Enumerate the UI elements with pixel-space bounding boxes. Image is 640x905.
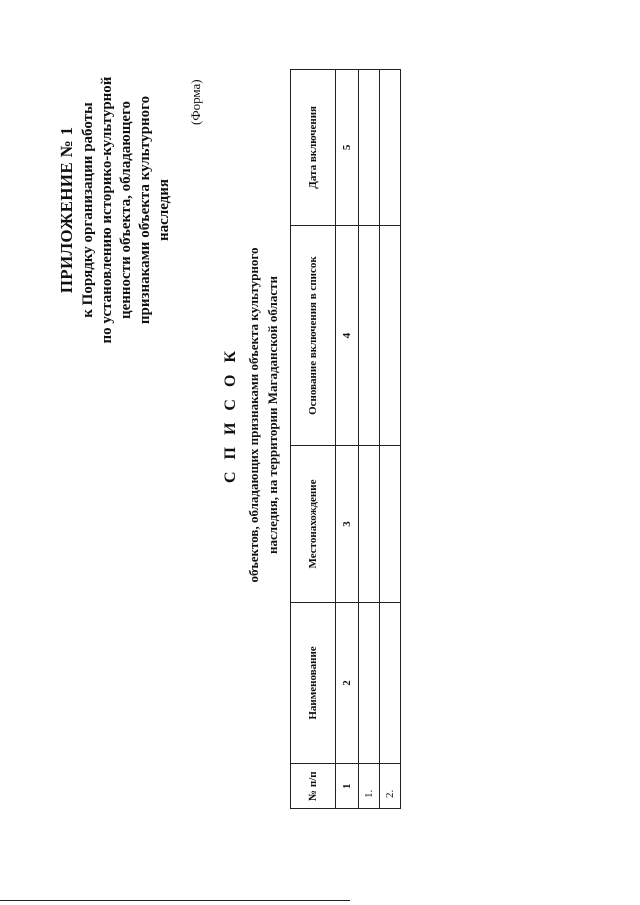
- table-cell: [359, 602, 380, 764]
- list-subtitle-line: наследия, на территории Магаданской области: [265, 276, 280, 554]
- table-cell: [380, 70, 401, 226]
- objects-table: [290, 69, 401, 809]
- table-cell: [359, 446, 380, 602]
- table-cell: [380, 225, 401, 446]
- appendix-line: по установлению историко-культурной: [99, 76, 115, 344]
- column-number: 5: [336, 70, 359, 226]
- table-cell: [359, 70, 380, 226]
- header-basis: Основание включения в список: [291, 225, 336, 446]
- row-number: 2.: [380, 764, 401, 809]
- column-number: 3: [336, 446, 359, 602]
- footer-rule: [0, 900, 350, 901]
- list-subtitle-line: объектов, обладающих признаками объекта культурного: [246, 247, 261, 583]
- column-number: 1: [336, 764, 359, 809]
- table-cell: [380, 602, 401, 764]
- header-location: Местонахождение: [291, 446, 336, 602]
- column-number: 2: [336, 602, 359, 764]
- appendix-line: к Порядку организации работы: [80, 102, 96, 318]
- table-header-row: [291, 70, 336, 809]
- table-cell: [359, 225, 380, 446]
- appendix-header: [55, 45, 174, 375]
- row-number: 1.: [359, 764, 380, 809]
- appendix-title: ПРИЛОЖЕНИЕ № 1: [57, 126, 76, 294]
- table-cell: [380, 446, 401, 602]
- column-number-row: [336, 70, 359, 809]
- header-name: Наименование: [291, 602, 336, 764]
- appendix-line: ценности объекта, обладающего: [118, 100, 134, 320]
- list-heading: [220, 225, 280, 605]
- appendix-line: наследия: [156, 178, 172, 242]
- column-number: 4: [336, 225, 359, 446]
- list-title: С П И С О К: [222, 346, 239, 484]
- form-label: (Форма): [188, 79, 203, 125]
- table-row: [380, 70, 401, 809]
- appendix-line: признаками объекта культурного: [137, 95, 153, 325]
- table-row: [359, 70, 380, 809]
- header-number: № п/п: [291, 764, 336, 809]
- header-date: Дата включения: [291, 70, 336, 226]
